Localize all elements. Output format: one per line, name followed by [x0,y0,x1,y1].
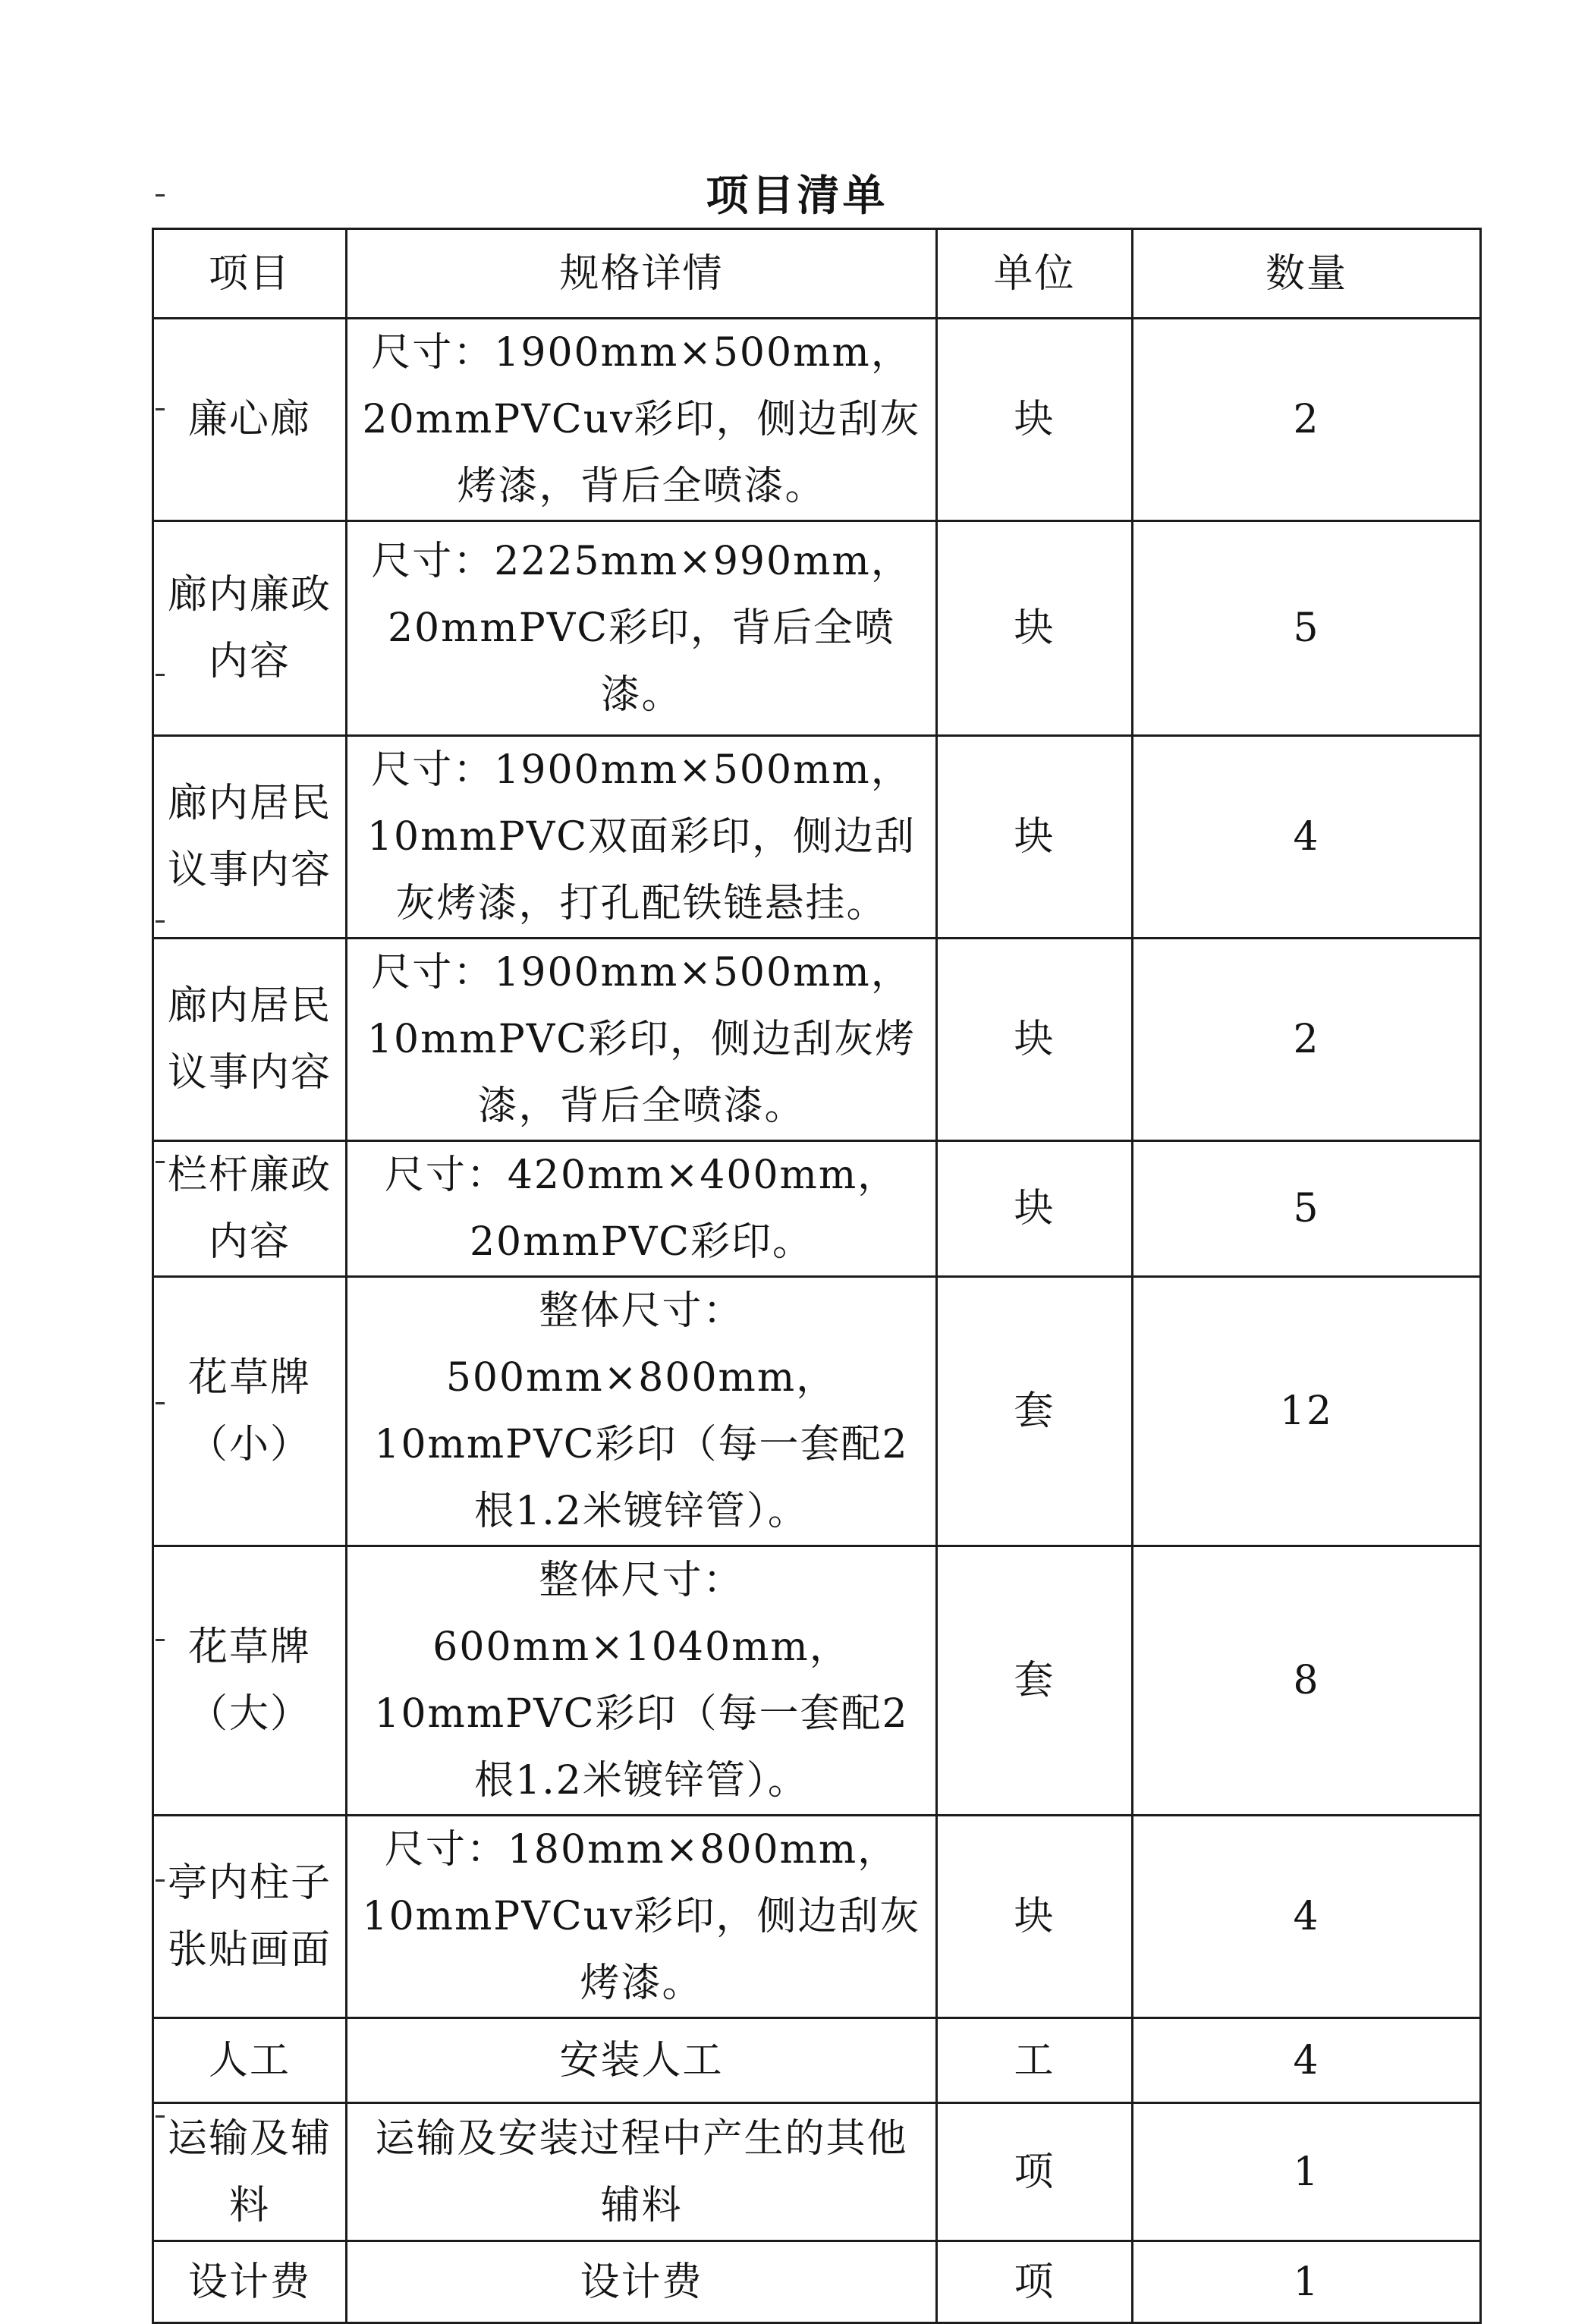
item-cell: 设计费 [153,2241,347,2323]
spec-cell: 安装人工 [347,2018,937,2103]
spec-cell: 尺寸：2225mm×990mm，20mmPVC彩印，背后全喷漆。 [347,521,937,736]
spec-cell: 尺寸：1900mm×500mm，10mmPVC彩印，侧边刮灰烤漆，背后全喷漆。 [347,939,937,1141]
unit-cell: 块 [937,736,1133,939]
spec-cell: 尺寸：180mm×800mm，10mmPVCuv彩印，侧边刮灰烤漆。 [347,1816,937,2018]
spec-cell: 整体尺寸：600mm×1040mm，10mmPVC彩印（每一套配2根1.2米镀锌管）。 [347,1546,937,1816]
header-qty: 数量 [1133,229,1481,319]
header-spec: 规格详情 [347,229,937,319]
table-row [153,736,1481,939]
item-cell: 廉心廊 [153,319,347,521]
header-unit: 单位 [937,229,1133,319]
table-row [153,521,1481,736]
spec-cell: 设计费 [347,2241,937,2323]
unit-cell: 工 [937,2018,1133,2103]
qty-cell: 5 [1133,521,1481,736]
unit-cell: 块 [937,319,1133,521]
spec-cell: 运输及安装过程中产生的其他辅料 [347,2103,937,2241]
unit-cell: 块 [937,1141,1133,1277]
table-row [153,1141,1481,1277]
spec-cell: 尺寸：1900mm×500mm，20mmPVCuv彩印，侧边刮灰烤漆，背后全喷漆。 [347,319,937,521]
spec-cell: 尺寸：1900mm×500mm，10mmPVC双面彩印，侧边刮灰烤漆，打孔配铁链悬挂。 [347,736,937,939]
qty-cell: 12 [1133,1277,1481,1546]
item-cell: 花草牌（小） [153,1277,347,1546]
unit-cell: 套 [937,1277,1133,1546]
unit-cell: 套 [937,1546,1133,1816]
unit-cell: 块 [937,1816,1133,2018]
qty-cell: 1 [1133,2103,1481,2241]
spec-cell: 尺寸：420mm×400mm，20mmPVC彩印。 [347,1141,937,1277]
qty-cell: 1 [1133,2241,1481,2323]
unit-cell: 项 [937,2103,1133,2241]
item-cell: 廊内廉政内容 [153,521,347,736]
qty-cell: 4 [1133,2018,1481,2103]
qty-cell: 8 [1133,1546,1481,1816]
item-cell: 花草牌（大） [153,1546,347,1816]
header-item: 项目 [153,229,347,319]
qty-cell: 4 [1133,736,1481,939]
unit-cell: 块 [937,521,1133,736]
table-row [153,2103,1481,2241]
item-cell: 人工 [153,2018,347,2103]
qty-cell: 2 [1133,939,1481,1141]
item-cell: 运输及辅料 [153,2103,347,2241]
item-cell: 亭内柱子张贴画面 [153,1816,347,2018]
table-row [153,939,1481,1141]
document-title: 项目清单 [706,171,888,221]
unit-cell: 项 [937,2241,1133,2323]
qty-cell: 5 [1133,1141,1481,1277]
spec-cell: 整体尺寸：500mm×800mm，10mmPVC彩印（每一套配2根1.2米镀锌管）。 [347,1277,937,1546]
qty-cell: 4 [1133,1816,1481,2018]
item-cell: 栏杆廉政内容 [153,1141,347,1277]
unit-cell: 块 [937,939,1133,1141]
table-header-row [153,229,1481,319]
table-row [153,1816,1481,2018]
table-row [153,319,1481,521]
table-row [153,2241,1481,2323]
item-list-table [152,228,1482,2324]
table-row [153,1277,1481,1546]
table-row [153,1546,1481,1816]
table-row [153,2018,1481,2103]
item-cell: 廊内居民议事内容 [153,736,347,939]
scan-mark [156,194,165,197]
qty-cell: 2 [1133,319,1481,521]
item-cell: 廊内居民议事内容 [153,939,347,1141]
